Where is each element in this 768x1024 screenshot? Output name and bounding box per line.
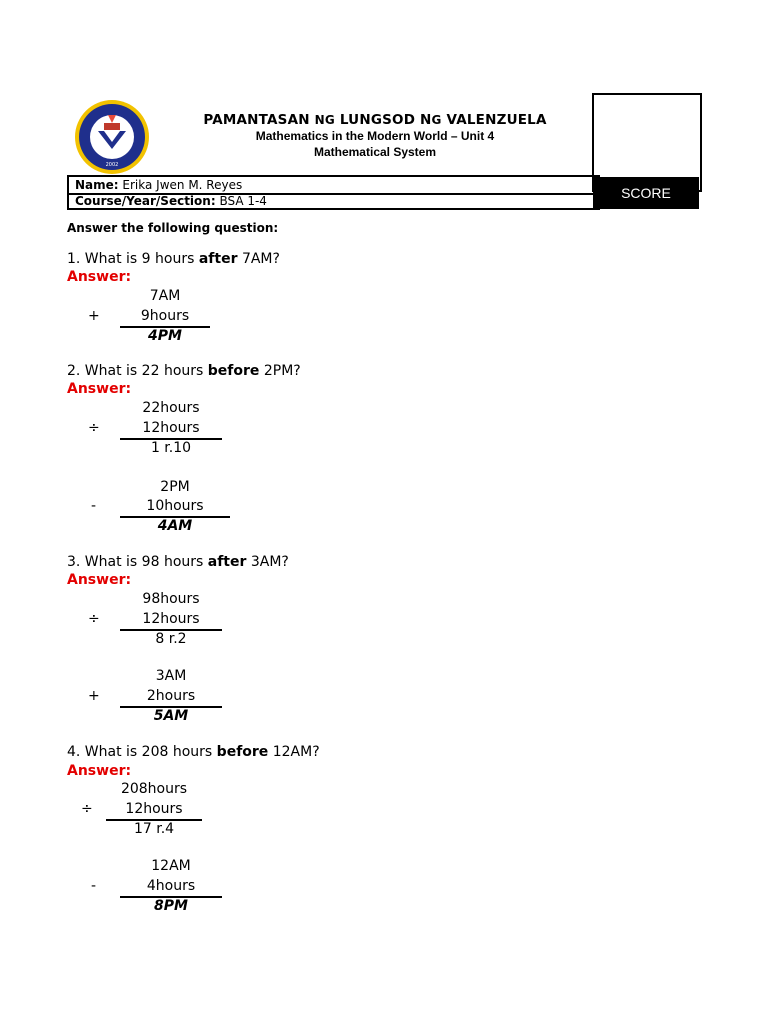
answer-label: Answer: [67,381,132,397]
operand-bottom: 2hours [146,688,196,704]
section-row [67,193,600,210]
university-name: PAMANTASAN NG LUNGSOD NG VALENZUELA [203,112,547,128]
operator: ÷ [88,611,100,627]
result: 4AM [157,518,193,534]
operand-bottom: 10hours [146,498,204,514]
quotient: 17 r.4 [133,821,175,837]
operand-top: 98hours [142,591,200,607]
operand-top: 3AM [155,668,187,684]
operand-top: 7AM [149,288,181,304]
section-value: BSA 1-4 [215,194,267,208]
instructions: Answer the following question: [67,221,279,235]
answer-label: Answer: [67,269,132,285]
quotient: 1 r.10 [150,440,192,456]
result: 4PM [148,328,182,344]
result: 8PM [154,898,188,914]
operator: ÷ [88,420,100,436]
question-4: 4. What is 208 hours before 12AM? [67,744,320,760]
operand-top: 2PM [160,479,190,495]
name-label: Name: [75,178,119,192]
question-2: 2. What is 22 hours before 2PM? [67,363,301,379]
operator: - [91,498,97,514]
name-row [67,175,600,195]
answer-label: Answer: [67,572,132,588]
answer-label: Answer: [67,763,132,779]
operand-top: 208hours [120,781,188,797]
operand-bottom: 12hours [142,611,200,627]
name-value: Erika Jwen M. Reyes [118,178,243,192]
score-label: SCORE [593,177,699,209]
course-title: Mathematics in the Modern World – Unit 4 [255,129,495,143]
svg-text:2002: 2002 [105,162,119,168]
quotient: 8 r.2 [155,631,187,647]
operand-bottom: 12hours [142,420,200,436]
university-logo [74,99,150,175]
result: 5AM [153,708,189,724]
topic-title: Mathematical System [313,145,437,159]
operator: - [91,878,97,894]
operand-bottom: 4hours [146,878,196,894]
section-label: Course/Year/Section: [75,194,216,208]
question-1: 1. What is 9 hours after 7AM? [67,251,280,267]
operator: + [88,688,100,704]
operator: ÷ [81,801,93,817]
operand-top: 12AM [151,858,191,874]
question-3: 3. What is 98 hours after 3AM? [67,554,289,570]
operand-top: 22hours [142,400,200,416]
operand-bottom: 9hours [140,308,190,324]
operator: + [88,308,100,324]
operand-bottom: 12hours [125,801,183,817]
